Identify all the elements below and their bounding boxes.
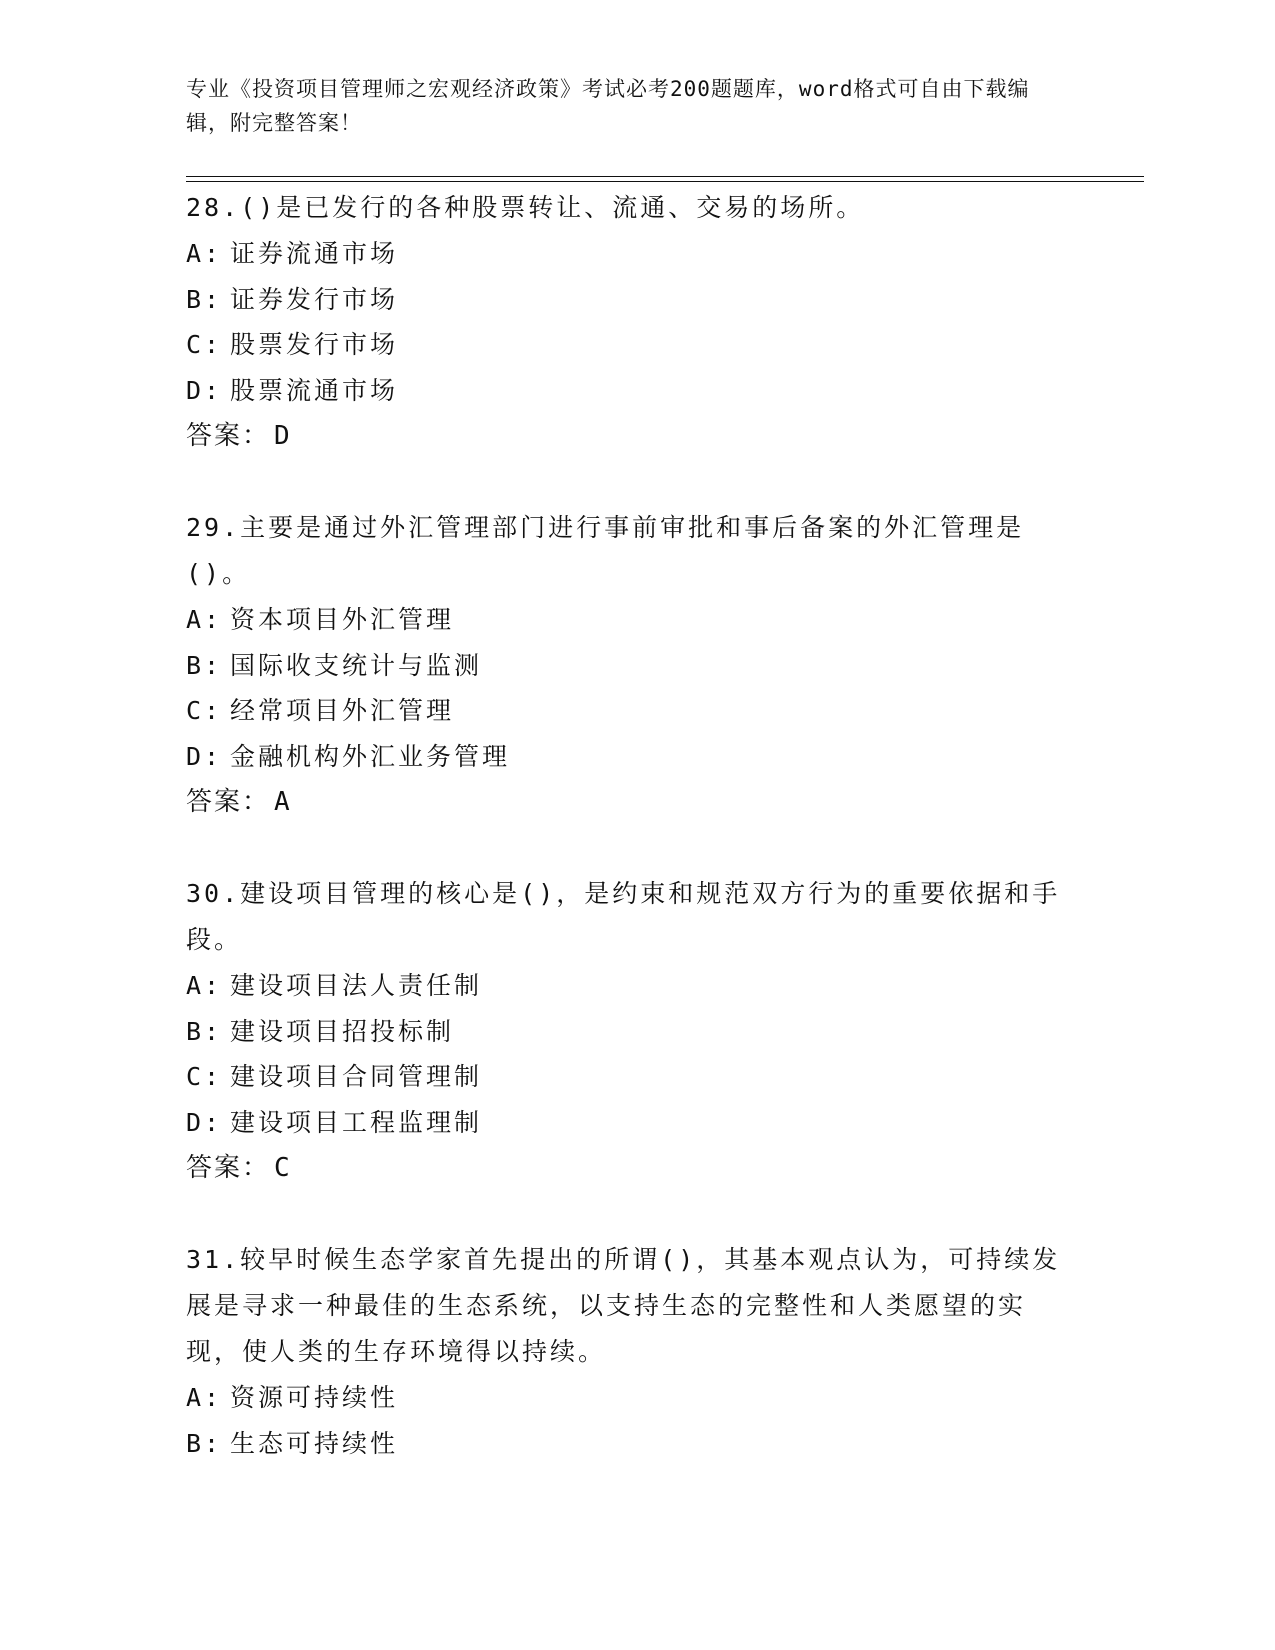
option-c	[186, 322, 1066, 368]
question-text: 31.较早时候生态学家首先提出的所谓()，其基本观点认为，可持续发展是寻求一种最佳的生态系统，以支持生态的完整性和人类愿望的实现，使人类的生存环境得以持续。	[186, 1245, 1061, 1366]
option-key: D:	[186, 741, 223, 771]
option-text: 经常项目外汇管理	[230, 696, 455, 725]
option-d	[186, 1100, 1066, 1146]
question-30	[186, 871, 1066, 1191]
option-key: A:	[186, 605, 223, 634]
question-text: 30.建设项目管理的核心是()，是约束和规范双方行为的重要依据和手段。	[186, 879, 1061, 954]
option-text: 资本项目外汇管理	[230, 605, 455, 634]
answer-value: C	[274, 1153, 290, 1183]
option-a	[186, 231, 1066, 277]
document-header: 专业《投资项目管理师之宏观经济政策》考试必考200题题库，word格式可自由下载编辑，附完整答案！	[186, 77, 1030, 135]
option-b	[186, 1009, 1066, 1055]
option-a	[186, 597, 1066, 643]
answer-label: 答案：	[186, 1153, 271, 1183]
option-text: 国际收支统计与监测	[230, 650, 483, 680]
answer-label: 答案：	[186, 421, 271, 451]
option-key: D:	[186, 375, 223, 405]
option-text: 建设项目合同管理制	[230, 1062, 483, 1091]
option-key: C:	[186, 330, 223, 359]
header-divider-bottom	[186, 181, 1144, 182]
option-a	[186, 1375, 1066, 1421]
answer	[186, 779, 1066, 825]
option-key: C:	[186, 696, 223, 725]
option-text: 股票发行市场	[230, 330, 399, 359]
answer-value: D	[274, 421, 290, 451]
option-b	[186, 1421, 1066, 1467]
question-31	[186, 1237, 1066, 1466]
option-key: D:	[186, 1107, 223, 1137]
option-key: B:	[186, 650, 223, 680]
option-b	[186, 277, 1066, 323]
option-text: 金融机构外汇业务管理	[230, 741, 511, 771]
option-text: 建设项目工程监理制	[230, 1107, 483, 1137]
answer	[186, 413, 1066, 459]
option-key: A:	[186, 239, 223, 268]
option-b	[186, 643, 1066, 689]
question-text: 28.()是已发行的各种股票转让、流通、交易的场所。	[186, 193, 865, 222]
header-divider-top	[186, 176, 1144, 177]
option-text: 资源可持续性	[230, 1383, 399, 1412]
question-28	[186, 185, 1066, 459]
answer-label: 答案：	[186, 787, 271, 817]
option-d	[186, 368, 1066, 414]
option-key: B:	[186, 1428, 223, 1458]
question-29	[186, 505, 1066, 825]
option-key: B:	[186, 1016, 223, 1046]
answer-value: A	[274, 787, 290, 817]
option-text: 股票流通市场	[230, 375, 399, 405]
question-text: 29.主要是通过外汇管理部门进行事前审批和事后备案的外汇管理是()。	[186, 513, 1025, 588]
option-text: 建设项目法人责任制	[230, 971, 483, 1000]
answer	[186, 1145, 1066, 1191]
option-key: B:	[186, 284, 223, 314]
option-key: C:	[186, 1062, 223, 1091]
option-text: 证券发行市场	[230, 284, 399, 314]
option-c	[186, 1054, 1066, 1100]
option-key: A:	[186, 1383, 223, 1412]
option-a	[186, 963, 1066, 1009]
question-list	[186, 185, 1066, 1512]
option-c	[186, 688, 1066, 734]
option-text: 建设项目招投标制	[230, 1016, 455, 1046]
option-key: A:	[186, 971, 223, 1000]
option-d	[186, 734, 1066, 780]
option-text: 生态可持续性	[230, 1428, 399, 1458]
option-text: 证券流通市场	[230, 239, 399, 268]
